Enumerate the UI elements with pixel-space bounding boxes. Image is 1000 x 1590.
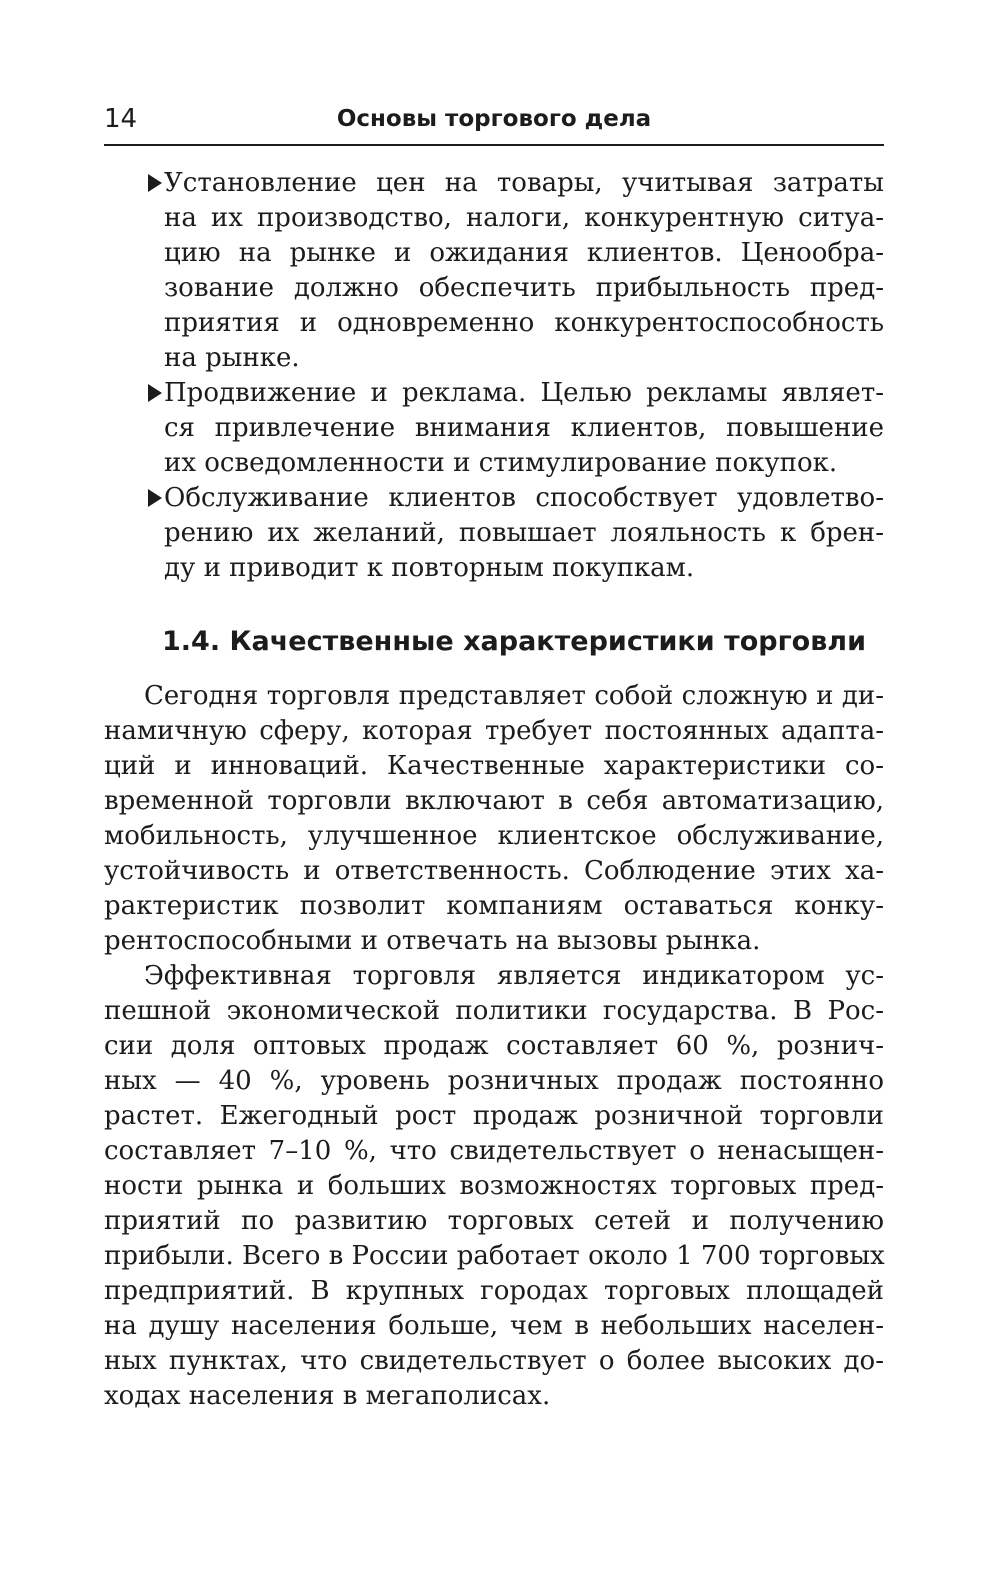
triangle-bullet-icon <box>148 384 162 402</box>
text-line: цию на рынке и ожидания клиентов. Ценообра- <box>164 238 884 268</box>
text-line: Эффективная торговля является индикатором ус- <box>144 961 884 991</box>
section-heading: 1.4. Качественные характеристики торговли <box>162 626 867 657</box>
triangle-bullet-icon <box>148 489 162 507</box>
text-line: ций и инноваций. Качественные характеристики со- <box>104 751 884 781</box>
text-line: составляет 7–10 %, что свидетельствует о ненасыщен- <box>104 1136 884 1166</box>
text-line: зование должно обеспечить прибыльность пред- <box>164 273 884 303</box>
text-line: прибыли. Всего в России работает около 1 700 торговых <box>104 1241 885 1271</box>
book-page <box>104 0 884 1590</box>
page-number: 14 <box>104 104 138 134</box>
text-line: ных — 40 %, уровень розничных продаж постоянно <box>104 1066 884 1096</box>
text-line: на рынке. <box>164 343 300 373</box>
text-line: Обслуживание клиентов способствует удовлетво- <box>164 483 884 513</box>
text-line: сии доля оптовых продаж составляет 60 %, рознич- <box>104 1031 884 1061</box>
text-line: временной торговли включают в себя автоматизацию, <box>104 786 884 816</box>
text-line: предприятий. В крупных городах торговых площадей <box>104 1276 884 1306</box>
text-line: ности рынка и больших возможностях торговых пред- <box>104 1171 884 1201</box>
text-line: рентоспособными и отвечать на вызовы рынка. <box>104 926 761 956</box>
text-line: Продвижение и реклама. Целью рекламы являет- <box>164 378 884 408</box>
text-line: их осведомленности и стимулирование покупок. <box>164 448 838 478</box>
triangle-bullet-icon <box>148 174 162 192</box>
text-line: пешной экономической политики государства. В Рос- <box>104 996 884 1026</box>
text-line: ду и приводит к повторным покупкам. <box>164 553 695 583</box>
text-line: ходах населения в мегаполисах. <box>104 1381 551 1411</box>
text-line: рактеристик позволит компаниям оставаться конку- <box>104 891 884 921</box>
text-line: ся привлечение внимания клиентов, повышение <box>164 413 884 443</box>
text-line: на их производство, налоги, конкурентную ситуа- <box>164 203 884 233</box>
text-line: Установление цен на товары, учитывая затраты <box>164 168 884 198</box>
text-line: растет. Ежегодный рост продаж розничной торговли <box>104 1101 884 1131</box>
text-line: мобильность, улучшенное клиентское обслуживание, <box>104 821 884 851</box>
text-line: Сегодня торговля представляет собой сложную и ди- <box>144 681 884 711</box>
text-line: на душу населения больше, чем в небольших населен- <box>104 1311 884 1341</box>
text-line: ных пунктах, что свидетельствует о более высоких до- <box>104 1346 884 1376</box>
running-head <box>104 94 884 146</box>
text-line: устойчивость и ответственность. Соблюдение этих ха- <box>104 856 884 886</box>
text-line: приятий по развитию торговых сетей и получению <box>104 1206 884 1236</box>
running-title: Основы торгового дела <box>336 106 652 132</box>
text-line: рению их желаний, повышает лояльность к брен- <box>164 518 884 548</box>
text-line: намичную сферу, которая требует постоянных адапта- <box>104 716 884 746</box>
text-line: приятия и одновременно конкурентоспособность <box>164 308 884 338</box>
